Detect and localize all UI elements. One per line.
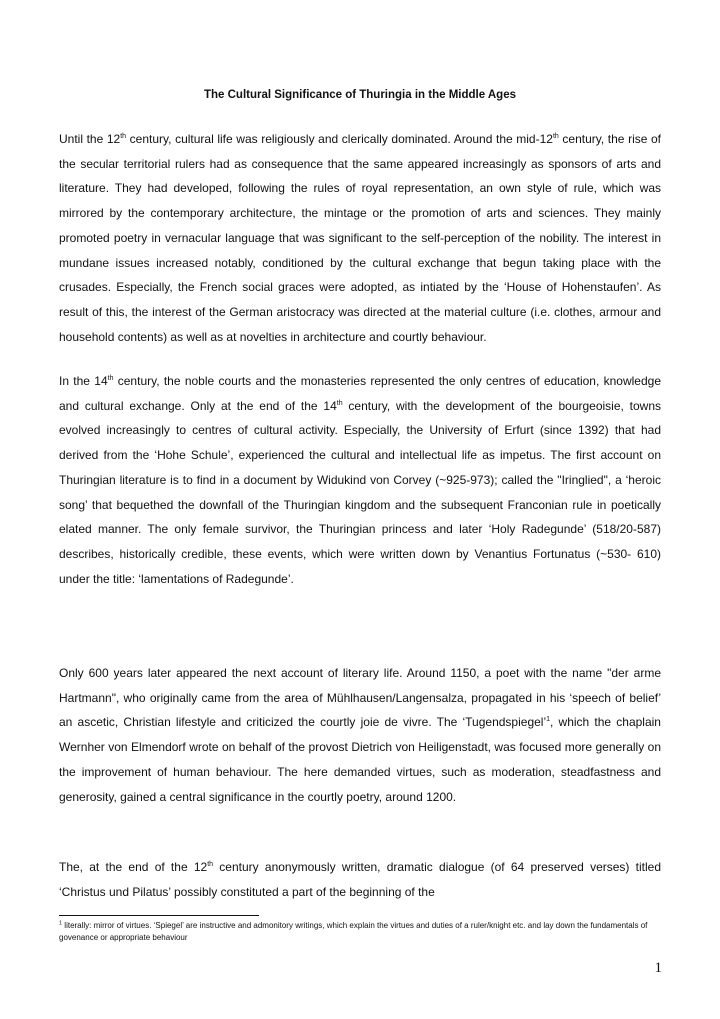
paragraph-2-text-1: In the 14	[59, 374, 108, 388]
superscript-th: th	[552, 133, 559, 140]
footnote-reference[interactable]: 1	[546, 716, 551, 724]
paragraph-3-text-1: Only 600 years later appeared the next account of literary life. Around 1150, a poet with the name "der arme Hartmann", who originally came from the area of Mühlhausen/Langensalza, propagated in his ‘speech of belief’ an ascetic, Christian lifestyle and criticized the courtly joie de vivre. The ‘Tugendspiegel’	[59, 666, 661, 730]
paragraph-2-text-2: century, the noble courts and the monasteries represented the only centres of education, knowledge and cultural exchange. Only at the end of the 14	[59, 374, 661, 413]
paragraph-3	[59, 661, 661, 809]
paragraph-4-text-2: century anonymously written, dramatic dialogue (of 64 preserved verses) titled ‘Christus und Pilatus’ possibly constituted a part of the beginning of the	[59, 860, 661, 899]
paragraph-2	[59, 369, 661, 591]
paragraph-3-text-2: , which the chaplain Wernher von Elmendorf wrote on behalf of the provost Dietrich von Heiligenstadt, was focused more generally on the improvement of human behaviour. The here demanded virtues, such as moderation, steadfastness and generosity, gained a central significance in the courtly poetry, around 1200.	[59, 715, 661, 804]
superscript-th: th	[107, 375, 114, 382]
footnote-divider	[59, 915, 259, 916]
paragraph-1-text-3: century, the rise of the secular territorial rulers had as consequence that the same appeared increasingly as sponsors of arts and literature. They had developed, following the rules of royal representation, an own style of rule, which was mirrored by the contemporary architecture, the mintage or the promotion of arts and sciences. They mainly promoted poetry in vernacular language that was significant to the self-perception of the nobility. The interest in mundane issues increased notably, conditioned by the cultural exchange that begun taking place with the crusades. Especially, the French social graces were adopted, as intiated by the ‘House of Hohenstaufen’. As result of this, the interest of the German aristocracy was directed at the material culture (i.e. clothes, armour and household contents) as well as at novelties in architecture and courtly behaviour.	[59, 132, 662, 344]
paragraph-2-text-3: century, with the development of the bourgeoisie, towns evolved increasingly to centres of cultural activity. Especially, the University of Erfurt (since 1392) that had derived from the ‘Hohe Schule’, experienced the cultural and intellectual life as impetus. The first account on Thuringian literature is to find in a document by Widukind von Corvey (~925-973); called the "Iringlied", a ‘heroic song’ that bequethed the downfall of the Thuringian kingdom and the subsequent Franconian rule in poetically elated manner. The only female survivor, the Thuringian princess and later ‘Holy Radegunde’ (518/20-587) describes, historically credible, these events, which were written down by Venantius Fortunatus (~530- 610) under the title: ‘lamentations of Radegunde’.	[59, 398, 661, 586]
footnote	[59, 920, 661, 943]
document-title: The Cultural Significance of Thuringia in the Middle Ages	[203, 89, 516, 101]
footnote-marker: 1	[59, 920, 63, 927]
paragraph-1-text-2: century, cultural life was religiously and clerically dominated. Around the mid-12	[126, 132, 553, 146]
superscript-th: th	[336, 399, 343, 407]
paragraph-1	[59, 127, 661, 349]
page-number: 1	[654, 960, 662, 976]
paragraph-4	[59, 855, 661, 904]
footnote-text: literally: mirror of virtues. ‘Spiegel’ are instructive and admonitory writings, which explain the virtues and duties of a ruler/knight etc. and lay down the fundamentals of govenance or appropriate behaviour	[59, 921, 648, 942]
superscript-th: th	[120, 133, 127, 140]
paragraph-4-text-1: The, at the end of the 12	[59, 860, 208, 874]
paragraph-1-text-1: Until the 12	[59, 132, 121, 146]
superscript-th: th	[207, 861, 214, 868]
